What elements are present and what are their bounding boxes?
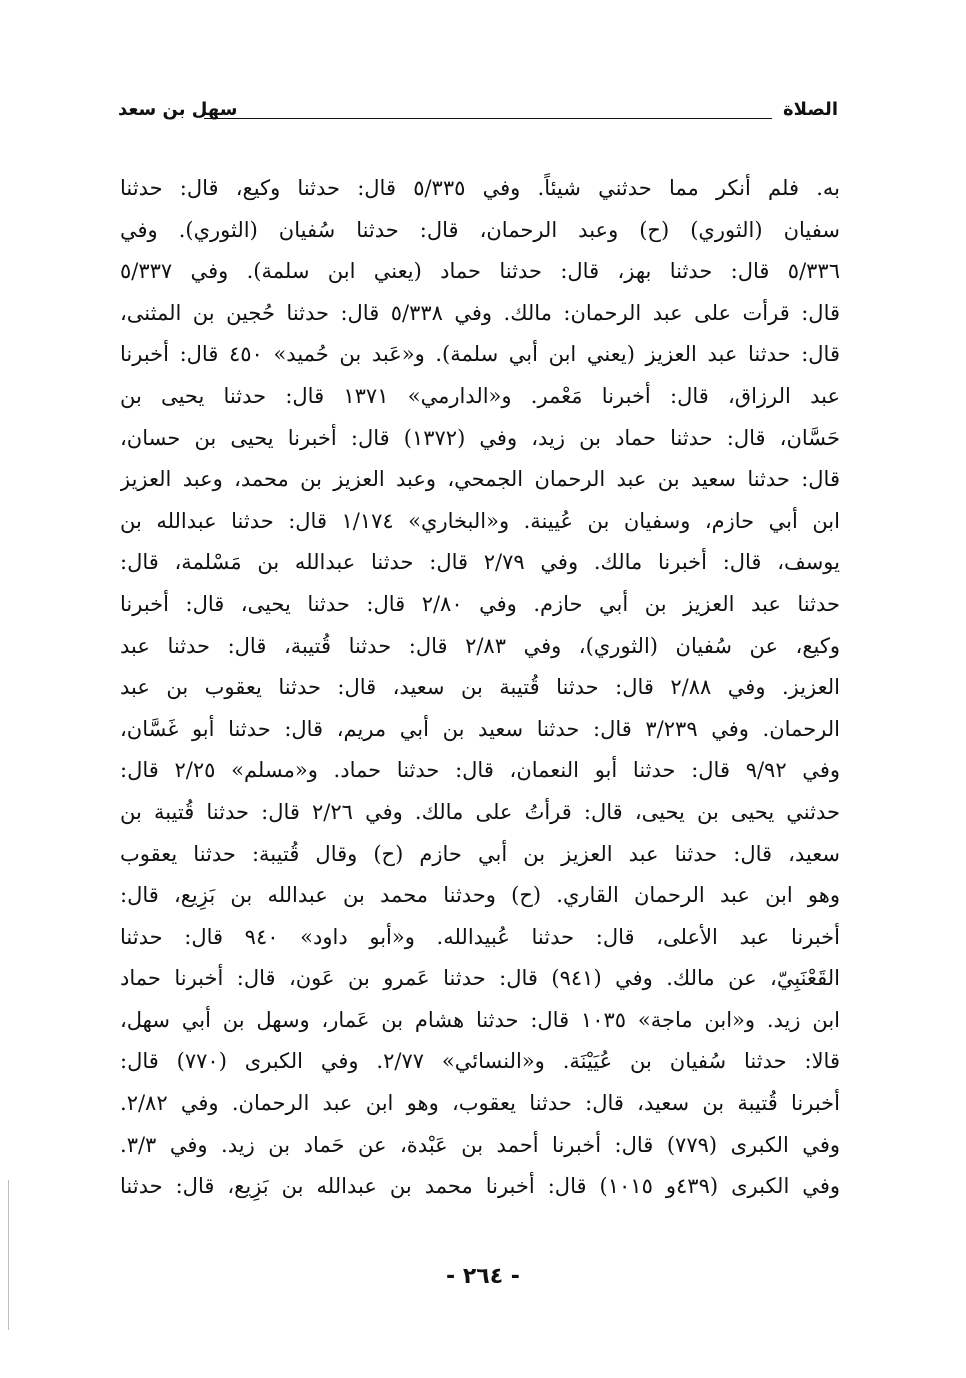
narrator-name: سهل بن سعد [118, 99, 238, 120]
page-edge-line [8, 1180, 9, 1330]
text-line: وفي ٩/٩٢ قال: حدثنا أبو النعمان، قال: حدثنا حماد. و«مسلم» ٢/٢٥ قال: [120, 758, 840, 783]
text-line: القَعْنَبِيّ، عن مالك. وفي (٩٤١) قال: حدثنا عَمرو بن عَون، قال: أخبرنا حماد [120, 966, 840, 991]
text-line: الرحمان. وفي ٣/٢٣٩ قال: حدثنا سعيد بن أبي مريم، قال: حدثنا أبو غَسَّان، [120, 716, 840, 741]
main-text [120, 168, 840, 1208]
text-line: ٥/٣٣٦ قال: حدثنا بهز، قال: حدثنا حماد (يعني ابن سلمة). وفي ٥/٣٣٧ [120, 259, 840, 284]
text-line: يوسف، قال: أخبرنا مالك. وفي ٢/٧٩ قال: حدثنا عبدالله بن مَسْلمة، قال: [120, 550, 840, 575]
text-line: وكيع، عن سُفيان (الثوري)، وفي ٢/٨٣ قال: حدثنا قُتيبة، قال: حدثنا عبد [120, 633, 840, 658]
text-line: قال: حدثنا سعيد بن عبد الرحمان الجمحي، وعبد العزيز بن محمد، وعبد العزيز [120, 467, 840, 492]
text-line: قال: حدثنا عبد العزيز (يعني ابن أبي سلمة). و«عَبد بن حُميد» ٤٥٠ قال: أخبرنا [120, 342, 840, 367]
text-line: أخبرنا عبد الأعلى، قال: حدثنا عُبيدالله. و«أبو داود» ٩٤٠ قال: حدثنا [120, 924, 840, 949]
text-line: وفي الكبرى (٤٣٩و ١٠١٥) قال: أخبرنا محمد بن عبدالله بن بَزِيع، قال: حدثنا [120, 1174, 840, 1199]
text-line: وفي الكبرى (٧٧٩) قال: أخبرنا أحمد بن عَبْدة، عن حَماد بن زيد. وفي ٣/٣. [120, 1132, 840, 1157]
text-line: قال: قرأت على عبد الرحمان: مالك. وفي ٥/٣٣٨ قال: حدثنا حُجين بن المثنى، [120, 300, 840, 325]
text-line: حَسَّان، قال: حدثنا حماد بن زيد، وفي (١٣٧٢) قال: أخبرنا يحيى بن حسان، [120, 425, 840, 450]
text-line: سعيد، قال: حدثنا عبد العزيز بن أبي حازم (ح) وقال قُتيبة: حدثنا يعقوب [120, 841, 840, 866]
text-line: ابن أبي حازم، وسفيان بن عُيينة. و«البخاري» ١/١٧٤ قال: حدثنا عبدالله بن [120, 508, 840, 533]
text-line: به. فلم أنكر مما حدثني شيئاً. وفي ٥/٣٣٥ قال: حدثنا وكيع، قال: حدثنا [120, 176, 840, 200]
text-line: ابن زيد. و«ابن ماجة» ١٠٣٥ قال: حدثنا هشام بن عَمار، وسهل بن أبي سهل، [120, 1007, 840, 1032]
header-rule [204, 118, 772, 119]
chapter-title: الصلاة [783, 99, 838, 120]
text-line: قالا: حدثنا سُفيان بن عُيَيْنَة. و«النسائي» ٢/٧٧. وفي الكبرى (٧٧٠) قال: [120, 1049, 840, 1074]
running-header [118, 98, 838, 128]
page-number: - ٢٦٤ - [446, 1264, 520, 1289]
text-line: حدثنا عبد العزيز بن أبي حازم. وفي ٢/٨٠ قال: حدثنا يحيى، قال: أخبرنا [120, 591, 840, 616]
text-line: وهو ابن عبد الرحمان القاري. (ح) وحدثنا محمد بن عبدالله بن بَزِيع، قال: [120, 883, 840, 908]
text-line: حدثني يحيى بن يحيى، قال: قرأتُ على مالك. وفي ٢/٢٦ قال: حدثنا قُتيبة بن [120, 799, 840, 824]
text-line: العزيز. وفي ٢/٨٨ قال: حدثنا قُتيبة بن سعيد، قال: حدثنا يعقوب بن عبد [120, 675, 840, 700]
text-line: عبد الرزاق، قال: أخبرنا مَعْمر. و«الدارمي» ١٣٧١ قال: حدثنا يحيى بن [120, 383, 840, 408]
text-line: أخبرنا قُتيبة بن سعيد، قال: حدثنا يعقوب، وهو ابن عبد الرحمان. وفي ٢/٨٢. [120, 1091, 840, 1116]
text-line: سفيان (الثوري) (ح) وعبد الرحمان، قال: حدثنا سُفيان (الثوري). وفي [120, 217, 840, 242]
